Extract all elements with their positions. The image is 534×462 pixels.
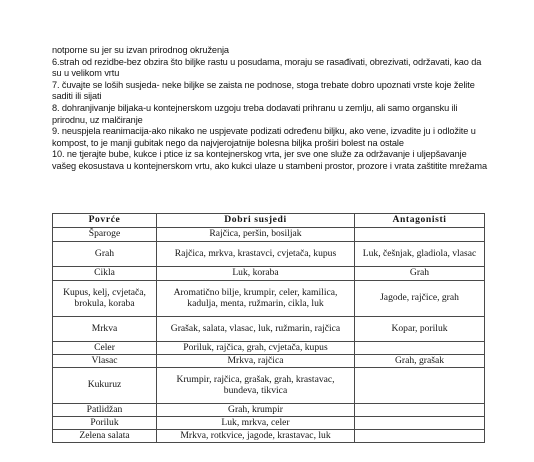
antagonists-cell [355, 404, 485, 417]
antagonists-cell [355, 228, 485, 242]
antagonists-cell [355, 368, 485, 404]
vegetable-cell: Cikla [53, 267, 157, 281]
good-neighbors-cell: Grah, krumpir [157, 404, 355, 417]
vegetable-cell: Celer [53, 342, 157, 355]
antagonists-cell: Jagode, rajčice, grah [355, 281, 485, 317]
table-row [53, 417, 485, 430]
vegetable-cell: Poriluk [53, 417, 157, 430]
vegetable-cell: Patlidžan [53, 404, 157, 417]
table-header-row [53, 214, 485, 228]
table-row [53, 281, 485, 317]
antagonists-cell [355, 342, 485, 355]
good-neighbors-cell: Grašak, salata, vlasac, luk, ružmarin, rajčica [157, 317, 355, 342]
companion-planting-table [52, 213, 485, 443]
vegetable-cell: Grah [53, 242, 157, 267]
table-row [53, 317, 485, 342]
good-neighbors-cell: Aromatično bilje, krumpir, celer, kamilica, kadulja, menta, ružmarin, cikla, luk [157, 281, 355, 317]
paragraph: notporne su jer su izvan prirodnog okruženja [52, 45, 229, 55]
good-neighbors-cell: Luk, mrkva, celer [157, 417, 355, 430]
vegetable-cell: Kupus, kelj, cvjetača, brokula, koraba [53, 281, 157, 317]
header-vegetable: Povrće [53, 214, 157, 228]
antagonists-cell: Luk, češnjak, gladiola, vlasac [355, 242, 485, 267]
table-row [53, 342, 485, 355]
good-neighbors-cell: Mrkva, rajčica [157, 355, 355, 368]
good-neighbors-cell: Luk, koraba [157, 267, 355, 281]
table-row [53, 368, 485, 404]
table-row [53, 267, 485, 281]
vegetable-cell: Vlasac [53, 355, 157, 368]
antagonists-cell: Grah, grašak [355, 355, 485, 368]
vegetable-cell: Šparoge [53, 228, 157, 242]
table-row [53, 228, 485, 242]
table-row [53, 242, 485, 267]
antagonists-cell [355, 417, 485, 430]
paragraph: 7. čuvajte se loših susjeda- neke biljke se zaista ne podnose, stoga trebate dobro upoznati vrste koje želite saditi ili sijati [52, 79, 475, 102]
antagonists-cell: Grah [355, 267, 485, 281]
paragraph: 6.strah od rezidbe-bez obzira što biljke rastu u posudama, moraju se rasađivati, obrezivati, održavati, kao da su u velikom vrtu [52, 56, 482, 79]
paragraph: 10. ne tjerajte bube, kukce i ptice iz sa kontejnerskog vrta, jer sve one služe za održavanje i uljepšavanje vašeg ekosustava u kontejnerskom vrtu, ako kukci ulaze u stambeni prostor, prozore i vrata zaštitite mrežama [52, 149, 487, 171]
header-good-neighbors: Dobri susjedi [157, 214, 355, 228]
good-neighbors-cell: Mrkva, rotkvice, jagode, krastavac, luk [157, 430, 355, 443]
table-row [53, 430, 485, 443]
good-neighbors-cell: Rajčica, peršin, bosiljak [157, 228, 355, 242]
table-row [53, 355, 485, 368]
good-neighbors-cell: Poriluk, rajčica, grah, cvjetača, kupus [157, 342, 355, 355]
antagonists-cell: Kopar, poriluk [355, 317, 485, 342]
antagonists-cell [355, 430, 485, 443]
tips-text [52, 45, 492, 173]
header-antagonists: Antagonisti [355, 214, 485, 228]
vegetable-cell: Zelena salata [53, 430, 157, 443]
good-neighbors-cell: Krumpir, rajčica, grašak, grah, krastavac, bundeva, tikvica [157, 368, 355, 404]
good-neighbors-cell: Rajčica, mrkva, krastavci, cvjetača, kupus [157, 242, 355, 267]
paragraph: 8. dohranjivanje biljaka-u kontejnerskom uzgoju treba dodavati prihranu u zemlju, ali samo organsku ili prirodnu, uz malčiranje [52, 102, 458, 125]
vegetable-cell: Kukuruz [53, 368, 157, 404]
paragraph: 9. neuspjela reanimacija-ako nikako ne uspjevate podizati određenu biljku, ako vene, izvadite ju i odložite u kompost, to je manji gubitak nego da najvjerojatnije bolesna biljka proširi bolest na ostale [52, 126, 476, 148]
table-row [53, 404, 485, 417]
vegetable-cell: Mrkva [53, 317, 157, 342]
